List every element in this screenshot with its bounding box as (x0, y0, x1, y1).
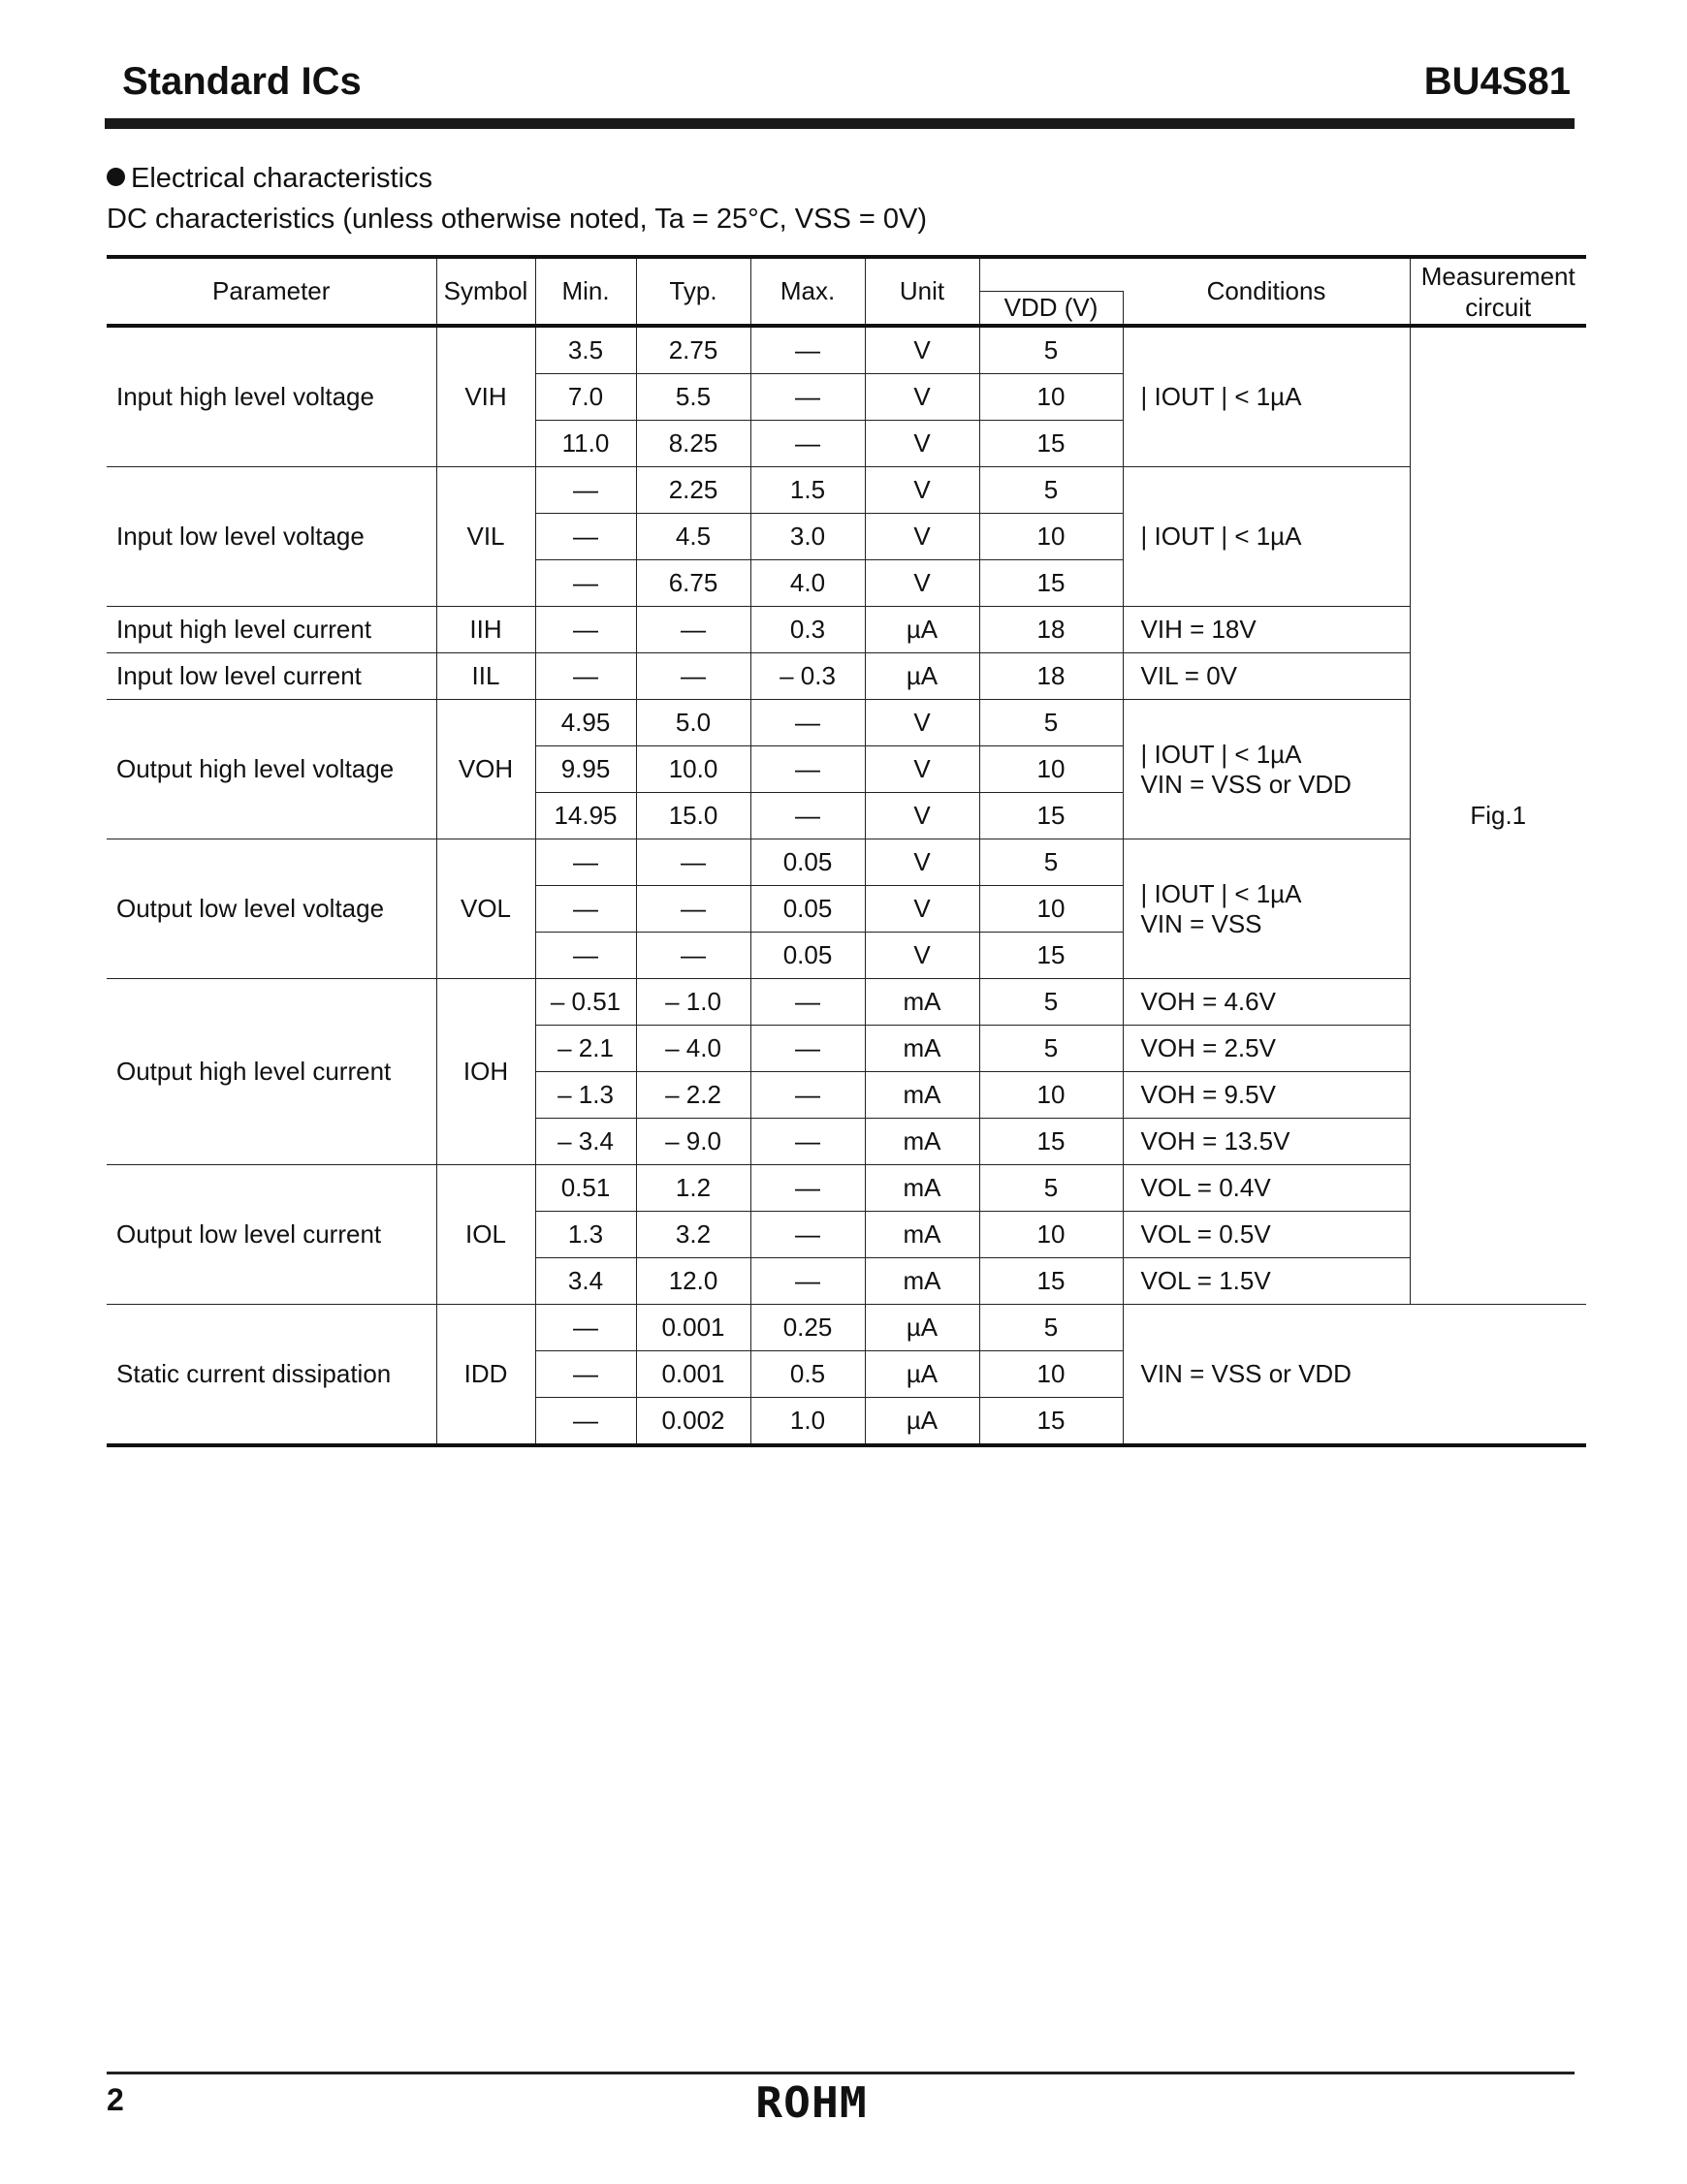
condition-cell: VOL = 1.5V (1123, 1258, 1410, 1305)
condition-line: | IOUT | < 1µA (1140, 522, 1302, 551)
dc-characteristics-table (107, 255, 1586, 1447)
typ-cell: – 1.0 (636, 979, 750, 1026)
typ-cell: 10.0 (636, 746, 750, 793)
unit-cell: V (865, 746, 979, 793)
vdd-cell: 5 (979, 700, 1123, 746)
min-cell: – 0.51 (535, 979, 636, 1026)
typ-cell: 2.25 (636, 467, 750, 514)
condition-line: | IOUT | < 1µA (1140, 382, 1302, 411)
vdd-cell: 10 (979, 1351, 1123, 1398)
header-conditions: Conditions (1123, 257, 1410, 326)
min-cell: — (535, 560, 636, 607)
unit-cell: V (865, 886, 979, 933)
header-measurement: Measurement circuit (1410, 257, 1586, 326)
min-cell: — (535, 653, 636, 700)
vdd-cell: 15 (979, 793, 1123, 839)
typ-cell: 1.2 (636, 1165, 750, 1212)
vdd-cell: 10 (979, 746, 1123, 793)
condition-line: | IOUT | < 1µA (1140, 878, 1302, 908)
max-cell: 0.5 (750, 1351, 865, 1398)
symbol-cell: IOH (436, 979, 535, 1165)
condition-line: VIN = VSS or VDD (1140, 769, 1352, 799)
header-max: Max. (750, 257, 865, 326)
max-cell: – 0.3 (750, 653, 865, 700)
min-cell: – 1.3 (535, 1072, 636, 1119)
parameter-cell: Input low level current (107, 653, 436, 700)
max-cell: — (750, 1258, 865, 1305)
unit-cell: V (865, 326, 979, 374)
min-cell: — (535, 514, 636, 560)
min-cell: — (535, 607, 636, 653)
parameter-cell: Input high level current (107, 607, 436, 653)
header-typ: Typ. (636, 257, 750, 326)
unit-cell: V (865, 700, 979, 746)
unit-cell: mA (865, 1119, 979, 1165)
vdd-cell: 15 (979, 1119, 1123, 1165)
condition-line: VIN = VSS (1140, 908, 1262, 938)
max-cell: — (750, 700, 865, 746)
typ-cell: 0.002 (636, 1398, 750, 1446)
condition-cell: VOH = 4.6V (1123, 979, 1410, 1026)
header-parameter: Parameter (107, 257, 436, 326)
condition-line: VIL = 0V (1140, 661, 1237, 690)
vdd-cell: 18 (979, 653, 1123, 700)
vdd-cell: 5 (979, 1165, 1123, 1212)
vdd-cell: 10 (979, 886, 1123, 933)
max-cell: 1.5 (750, 467, 865, 514)
vdd-cell: 5 (979, 979, 1123, 1026)
typ-cell: 15.0 (636, 793, 750, 839)
section-title (107, 163, 432, 195)
min-cell: 0.51 (535, 1165, 636, 1212)
bullet-icon (107, 168, 125, 186)
unit-cell: mA (865, 979, 979, 1026)
symbol-cell: IDD (436, 1305, 535, 1446)
footer-rule (107, 2072, 1575, 2074)
parameter-cell: Static current dissipation (107, 1305, 436, 1446)
vdd-cell: 15 (979, 421, 1123, 467)
min-cell: – 3.4 (535, 1119, 636, 1165)
max-cell: 1.0 (750, 1398, 865, 1446)
table-row (107, 467, 1586, 514)
table-row (107, 326, 1586, 374)
max-cell: — (750, 374, 865, 421)
typ-cell: 6.75 (636, 560, 750, 607)
symbol-cell: VIH (436, 326, 535, 467)
max-cell: 0.05 (750, 933, 865, 979)
unit-cell: V (865, 514, 979, 560)
table-row (107, 653, 1586, 700)
vdd-cell: 5 (979, 1305, 1123, 1351)
typ-cell: — (636, 653, 750, 700)
max-cell: 0.05 (750, 886, 865, 933)
typ-cell: 0.001 (636, 1305, 750, 1351)
section-title-text: Electrical characteristics (131, 163, 433, 194)
max-cell: — (750, 793, 865, 839)
typ-cell: — (636, 607, 750, 653)
min-cell: 1.3 (535, 1212, 636, 1258)
table-row (107, 1165, 1586, 1212)
condition-cell: VOL = 0.5V (1123, 1212, 1410, 1258)
unit-cell: V (865, 839, 979, 886)
header-vdd: VDD (V) (979, 292, 1123, 327)
typ-cell: 12.0 (636, 1258, 750, 1305)
unit-cell: mA (865, 1072, 979, 1119)
unit-cell: µA (865, 653, 979, 700)
min-cell: – 2.1 (535, 1026, 636, 1072)
parameter-cell: Output low level current (107, 1165, 436, 1305)
symbol-cell: IOL (436, 1165, 535, 1305)
min-cell: 11.0 (535, 421, 636, 467)
table-row (107, 1305, 1586, 1351)
symbol-cell: IIL (436, 653, 535, 700)
max-cell: — (750, 421, 865, 467)
table-row (107, 700, 1586, 746)
condition-cell: VOH = 2.5V (1123, 1026, 1410, 1072)
parameter-cell: Output high level current (107, 979, 436, 1165)
parameter-cell: Output high level voltage (107, 700, 436, 839)
min-cell: — (535, 467, 636, 514)
condition-line: | IOUT | < 1µA (1140, 739, 1302, 769)
min-cell: 9.95 (535, 746, 636, 793)
table-header-row (107, 257, 1586, 292)
vdd-cell: 10 (979, 1072, 1123, 1119)
min-cell: 14.95 (535, 793, 636, 839)
condition-cell (1123, 653, 1410, 700)
typ-cell: — (636, 933, 750, 979)
rohm-logo: ROHM (755, 2078, 868, 2128)
vdd-cell: 5 (979, 1026, 1123, 1072)
vdd-cell: 5 (979, 326, 1123, 374)
condition-cell: VOH = 9.5V (1123, 1072, 1410, 1119)
header-min: Min. (535, 257, 636, 326)
max-cell: — (750, 1072, 865, 1119)
condition-cell (1123, 467, 1410, 607)
unit-cell: µA (865, 1351, 979, 1398)
condition-cell (1123, 839, 1410, 979)
condition-line: VIH = 18V (1140, 615, 1257, 644)
unit-cell: µA (865, 1305, 979, 1351)
min-cell: — (535, 1305, 636, 1351)
min-cell: — (535, 1398, 636, 1446)
min-cell: 3.4 (535, 1258, 636, 1305)
parameter-cell: Input low level voltage (107, 467, 436, 607)
vdd-cell: 10 (979, 374, 1123, 421)
max-cell: — (750, 1212, 865, 1258)
header-vdd-spacer (979, 257, 1123, 292)
table-row (107, 979, 1586, 1026)
typ-cell: 8.25 (636, 421, 750, 467)
condition-cell (1123, 326, 1410, 467)
vdd-cell: 5 (979, 839, 1123, 886)
unit-cell: µA (865, 1398, 979, 1446)
typ-cell: 5.0 (636, 700, 750, 746)
typ-cell: 3.2 (636, 1212, 750, 1258)
unit-cell: V (865, 467, 979, 514)
vdd-cell: 10 (979, 514, 1123, 560)
min-cell: — (535, 886, 636, 933)
unit-cell: mA (865, 1212, 979, 1258)
max-cell: 0.25 (750, 1305, 865, 1351)
vdd-cell: 5 (979, 467, 1123, 514)
condition-cell (1123, 607, 1410, 653)
condition-cell (1123, 1305, 1586, 1446)
unit-cell: V (865, 374, 979, 421)
max-cell: — (750, 746, 865, 793)
vdd-cell: 18 (979, 607, 1123, 653)
max-cell: — (750, 979, 865, 1026)
condition-cell: VOL = 0.4V (1123, 1165, 1410, 1212)
typ-cell: 4.5 (636, 514, 750, 560)
max-cell: — (750, 1119, 865, 1165)
header-left-title: Standard ICs (122, 60, 362, 103)
section-subtitle: DC characteristics (unless otherwise noted, Ta = 25°C, VSS = 0V) (107, 204, 927, 235)
typ-cell: 5.5 (636, 374, 750, 421)
header-unit: Unit (865, 257, 979, 326)
min-cell: — (535, 1351, 636, 1398)
max-cell: 0.05 (750, 839, 865, 886)
vdd-cell: 15 (979, 1398, 1123, 1446)
unit-cell: V (865, 793, 979, 839)
max-cell: 0.3 (750, 607, 865, 653)
min-cell: 3.5 (535, 326, 636, 374)
unit-cell: µA (865, 607, 979, 653)
unit-cell: mA (865, 1165, 979, 1212)
vdd-cell: 15 (979, 1258, 1123, 1305)
symbol-cell: VOL (436, 839, 535, 979)
max-cell: — (750, 326, 865, 374)
vdd-cell: 10 (979, 1212, 1123, 1258)
max-cell: — (750, 1165, 865, 1212)
symbol-cell: VIL (436, 467, 535, 607)
max-cell: 4.0 (750, 560, 865, 607)
table-row (107, 839, 1586, 886)
max-cell: 3.0 (750, 514, 865, 560)
unit-cell: V (865, 421, 979, 467)
symbol-cell: VOH (436, 700, 535, 839)
header-part-number: BU4S81 (1423, 60, 1571, 103)
unit-cell: mA (865, 1258, 979, 1305)
unit-cell: V (865, 933, 979, 979)
table-row (107, 607, 1586, 653)
parameter-cell: Output low level voltage (107, 839, 436, 979)
vdd-cell: 15 (979, 933, 1123, 979)
typ-cell: — (636, 886, 750, 933)
condition-line: VIN = VSS or VDD (1140, 1359, 1352, 1388)
condition-cell: VOH = 13.5V (1123, 1119, 1410, 1165)
measurement-circuit-cell: Fig.1 (1410, 326, 1586, 1305)
vdd-cell: 15 (979, 560, 1123, 607)
min-cell: 4.95 (535, 700, 636, 746)
unit-cell: mA (865, 1026, 979, 1072)
parameter-cell: Input high level voltage (107, 326, 436, 467)
typ-cell: — (636, 839, 750, 886)
dc-characteristics-table-wrap (107, 255, 1586, 1447)
page-number: 2 (107, 2082, 124, 2117)
typ-cell: – 4.0 (636, 1026, 750, 1072)
typ-cell: 2.75 (636, 326, 750, 374)
typ-cell: – 9.0 (636, 1119, 750, 1165)
typ-cell: – 2.2 (636, 1072, 750, 1119)
symbol-cell: IIH (436, 607, 535, 653)
min-cell: — (535, 839, 636, 886)
typ-cell: 0.001 (636, 1351, 750, 1398)
unit-cell: V (865, 560, 979, 607)
header-rule (105, 118, 1575, 129)
header-symbol: Symbol (436, 257, 535, 326)
min-cell: 7.0 (535, 374, 636, 421)
condition-cell (1123, 700, 1410, 839)
max-cell: — (750, 1026, 865, 1072)
min-cell: — (535, 933, 636, 979)
